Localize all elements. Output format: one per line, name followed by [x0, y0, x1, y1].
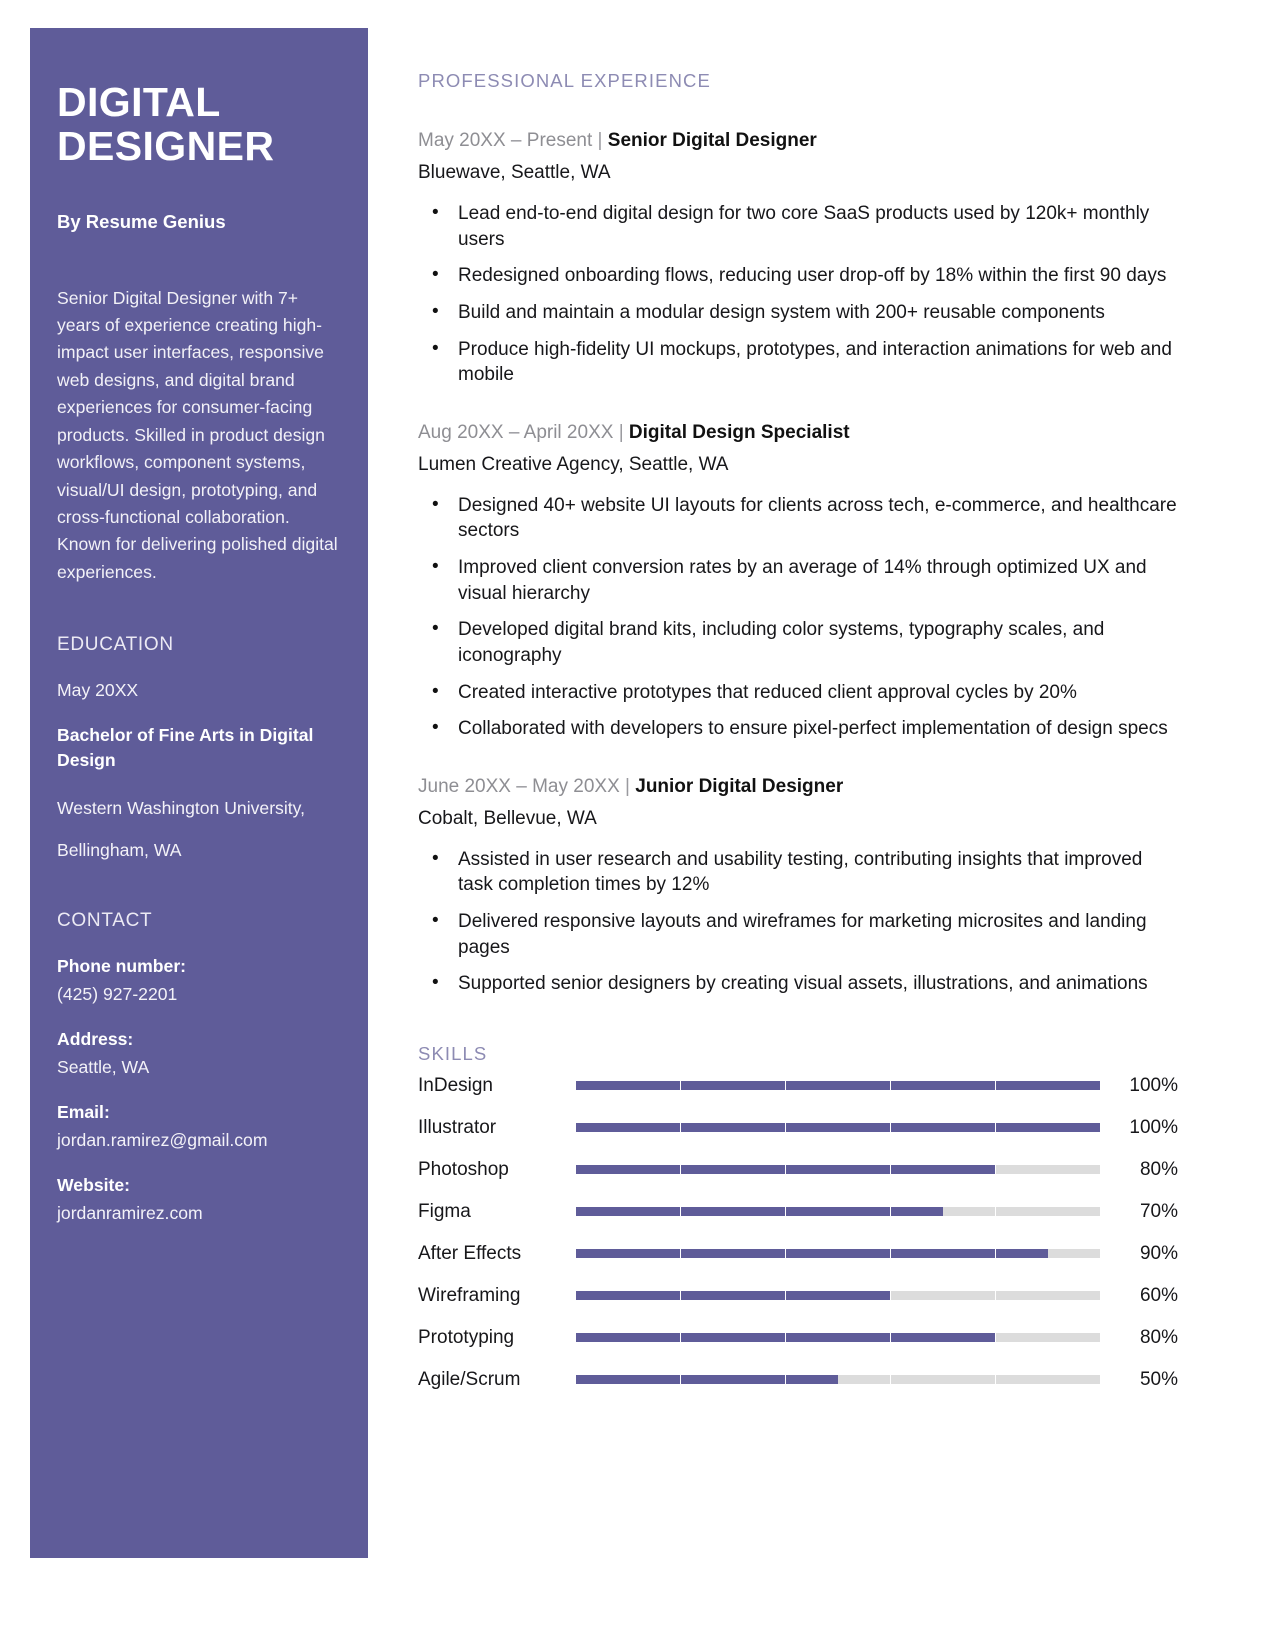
skill-percentage: 60% [1139, 1284, 1178, 1306]
job-date: May 20XX – Present [418, 130, 593, 151]
job-bullet: • Created interactive prototypes that reduced client approval cycles by 20% [418, 680, 1178, 706]
email-label: Email: [57, 1102, 110, 1123]
experience-entry [418, 774, 1178, 997]
skill-bar-track [576, 1249, 1100, 1258]
skill-name: After Effects [418, 1242, 522, 1264]
job-separator: | [592, 130, 608, 151]
contact-heading: CONTACT [57, 910, 153, 932]
education-location: Bellingham, WA [57, 840, 182, 861]
skill-percentage: 80% [1139, 1158, 1178, 1180]
job-title: Senior Digital Designer [607, 130, 817, 151]
page-title [57, 80, 341, 169]
address-value: Seattle, WA [57, 1057, 150, 1078]
website-label: Website: [57, 1175, 130, 1196]
address-label: Address: [57, 1029, 134, 1050]
sidebar [30, 28, 368, 1558]
skill-name: Wireframing [418, 1284, 521, 1306]
education-date: May 20XX [57, 680, 139, 701]
skill-row [418, 1317, 1178, 1359]
skill-bar-track [576, 1165, 1100, 1174]
skill-name: Prototyping [418, 1326, 515, 1348]
skill-percentage: 100% [1129, 1116, 1178, 1138]
job-bullet: • Redesigned onboarding flows, reducing user drop-off by 18% within the first 90 days [418, 263, 1178, 289]
main-content [418, 70, 1178, 1401]
skill-percentage: 90% [1139, 1242, 1178, 1264]
job-header [418, 420, 1178, 447]
job-title: Junior Digital Designer [635, 775, 844, 797]
job-company: Cobalt, Bellevue, WA [418, 807, 597, 829]
education-school: Western Washington University, [57, 797, 306, 818]
job-header [418, 774, 1178, 801]
byline: By Resume Genius [57, 210, 226, 232]
skill-name: InDesign [418, 1074, 493, 1096]
skill-name: Figma [418, 1200, 471, 1222]
job-date: Aug 20XX – April 20XX [418, 421, 614, 443]
job-bullet: • Developed digital brand kits, including color systems, typography scales, and iconography [418, 617, 1178, 668]
skill-bar-fill [576, 1081, 1100, 1090]
skill-row [418, 1359, 1178, 1401]
skill-percentage: 80% [1139, 1326, 1178, 1348]
experience-heading: PROFESSIONAL EXPERIENCE [418, 70, 711, 91]
job-company: Bluewave, Seattle, WA [418, 161, 611, 183]
skill-row [418, 1065, 1178, 1107]
skill-row [418, 1191, 1178, 1233]
experience-list [418, 128, 1178, 997]
skill-bar-fill [576, 1123, 1100, 1132]
experience-entry [418, 420, 1178, 742]
job-bullet-list [418, 847, 1178, 997]
skill-bar-track [576, 1375, 1100, 1384]
skill-percentage: 100% [1129, 1074, 1178, 1096]
skill-row [418, 1107, 1178, 1149]
skill-bar-fill [576, 1291, 890, 1300]
skill-bar-fill [576, 1207, 943, 1216]
job-title: Digital Design Specialist [628, 421, 850, 443]
job-bullet: • Assisted in user research and usability testing, contributing insights that improved task completion times by 12% [418, 847, 1178, 898]
skill-bar-fill [576, 1249, 1048, 1258]
skill-name: Illustrator [418, 1116, 497, 1138]
skill-bar-track [576, 1207, 1100, 1216]
profile-summary: Senior Digital Designer with 7+ years of experience creating high-impact user interfaces, responsive web designs, and digital brand experiences for consumer-facing products. Skilled in product design workflows, component systems, visual/UI design, prototyping, and cross-functional collaboration. Known for delivering polished digital experiences. [57, 287, 338, 582]
job-header [418, 128, 1178, 155]
skill-percentage: 70% [1139, 1200, 1178, 1222]
skill-row [418, 1233, 1178, 1275]
job-company: Lumen Creative Agency, Seattle, WA [418, 453, 729, 475]
job-bullet: • Designed 40+ website UI layouts for clients across tech, e-commerce, and healthcare sectors [418, 493, 1178, 544]
skills-heading: SKILLS [418, 1042, 488, 1064]
job-bullet-list [418, 493, 1178, 742]
name-line-1: DIGITAL [57, 79, 221, 125]
job-bullet: • Improved client conversion rates by an average of 14% through optimized UX and visual hierarchy [418, 555, 1178, 606]
skill-percentage: 50% [1139, 1368, 1178, 1390]
skill-bar-track [576, 1291, 1100, 1300]
skill-row [418, 1275, 1178, 1317]
phone-value[interactable]: (425) 927-2201 [57, 984, 178, 1005]
skill-bar-track [576, 1123, 1100, 1132]
job-separator: | [619, 775, 636, 797]
skill-bar-track [576, 1081, 1100, 1090]
website-value[interactable]: jordanramirez.com [57, 1203, 203, 1224]
skill-bar-track [576, 1333, 1100, 1342]
skill-name: Agile/Scrum [418, 1368, 521, 1390]
job-bullet: • Lead end-to-end digital design for two core SaaS products used by 120k+ monthly users [418, 201, 1178, 252]
skills-list [418, 1065, 1178, 1401]
skill-bar-fill [576, 1375, 838, 1384]
education-heading: EDUCATION [57, 634, 174, 656]
name-line-2: DESIGNER [57, 123, 275, 170]
email-value[interactable]: jordan.ramirez@gmail.com [57, 1130, 268, 1151]
job-bullet: • Supported senior designers by creating visual assets, illustrations, and animations [418, 971, 1178, 997]
job-date: June 20XX – May 20XX [418, 775, 620, 797]
job-bullet: • Delivered responsive layouts and wireframes for marketing microsites and landing pages [418, 909, 1178, 960]
skill-bar-fill [576, 1165, 995, 1174]
education-degree: Bachelor of Fine Arts in Digital Design [57, 725, 314, 770]
skill-row [418, 1149, 1178, 1191]
job-separator: | [613, 421, 629, 443]
skill-bar-fill [576, 1333, 995, 1342]
phone-label: Phone number: [57, 956, 187, 977]
job-bullet: • Build and maintain a modular design system with 200+ reusable components [418, 300, 1178, 326]
job-bullet-list [418, 201, 1178, 388]
job-bullet: • Produce high-fidelity UI mockups, prototypes, and interaction animations for web and mobile [418, 337, 1178, 388]
job-bullet: • Collaborated with developers to ensure pixel-perfect implementation of design specs [418, 716, 1178, 742]
experience-entry [418, 128, 1178, 388]
skill-name: Photoshop [418, 1158, 509, 1180]
